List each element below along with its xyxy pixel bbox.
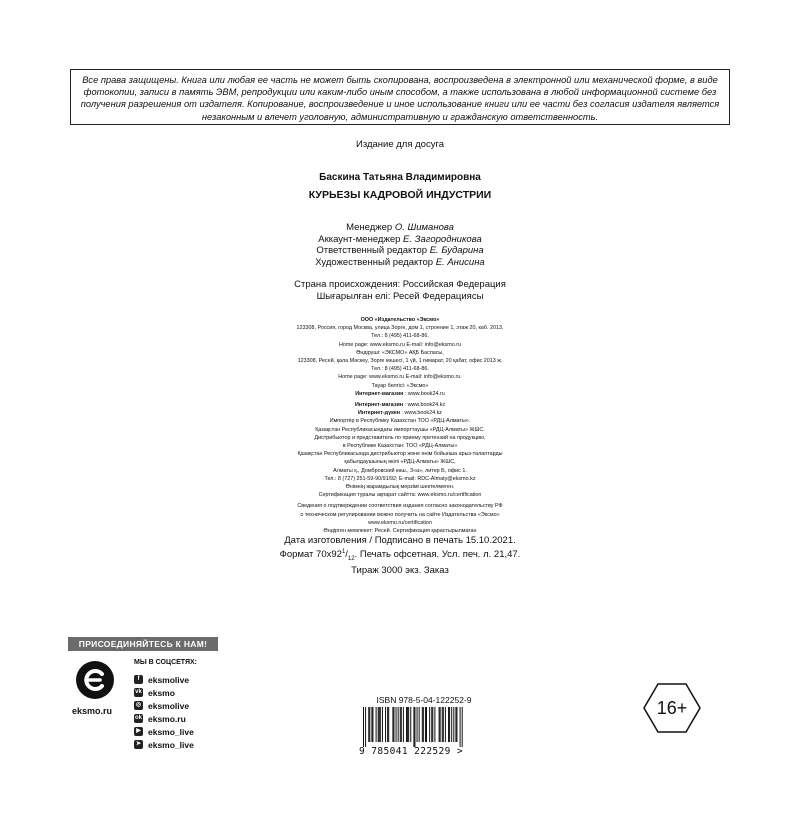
telegram-icon: ➤ bbox=[135, 741, 142, 747]
staff-list bbox=[0, 222, 800, 268]
social-label: eksmolive bbox=[148, 700, 190, 711]
barcode-bar bbox=[429, 707, 430, 742]
barcode-bar bbox=[462, 707, 463, 747]
instagram-icon: ◎ bbox=[135, 702, 142, 708]
imprint-line: Home page: www.eksmo.ru E-mail: info@eksmo.ru bbox=[338, 341, 461, 348]
imprint-line: Алматы қ., Домбровский көш., 3«а», литер Б, офис 1. bbox=[333, 467, 467, 474]
social-item-eksmolive[interactable] bbox=[134, 673, 194, 686]
barcode-bar bbox=[449, 707, 450, 742]
barcode-bar bbox=[417, 707, 418, 742]
imprint-line: www.eksmo.ru/certification bbox=[368, 519, 432, 526]
barcode-bar bbox=[442, 707, 443, 742]
imprint-line: Қазақстан Республикасында дистрибьютор және өнім бойынша арыз-талаптарды bbox=[297, 451, 503, 458]
imprint-line: қабылдаушының өкілі «РДЦ-Алматы» ЖШС, bbox=[344, 459, 456, 466]
social-label: eksmo_live bbox=[148, 726, 194, 737]
imprint-line: Сертификация туралы ақпарат сайтта: www.eksmo.ru/certification bbox=[318, 492, 482, 499]
barcode-bar bbox=[425, 707, 426, 742]
imprint-line: Интернет-магазин : www.book24.ru bbox=[355, 390, 445, 397]
staff-line: Ответственный редактор Е. Бударина bbox=[316, 245, 484, 256]
barcode-bar bbox=[422, 707, 423, 742]
barcode-bar bbox=[423, 707, 424, 742]
barcode-icon bbox=[359, 707, 467, 747]
imprint-line: Тел.: 8 (727) 251-59-90/91/92; E-mail: RDC-Almaty@eksmo.kz bbox=[324, 475, 476, 482]
barcode-digits: 9 785041 222529 > bbox=[359, 746, 464, 757]
imprint-line: Home page: www.eksmo.ru E-mail: info@eksmo.ru. bbox=[338, 374, 462, 381]
format-line: Формат $70х92^1/_{12}$. Печать офсетная. Усл. печ. л. 21,47. bbox=[279, 548, 521, 562]
barcode-bar bbox=[380, 707, 381, 742]
imprint-line: Дистрибьютор и представитель по приему претензий на продукцию, bbox=[314, 434, 486, 441]
social-label: eksmo bbox=[148, 687, 175, 698]
edition-type: Издание для досуга bbox=[355, 139, 444, 150]
barcode-bar bbox=[419, 707, 420, 742]
barcode-bar bbox=[388, 707, 389, 742]
staff-line: Менеджер О. Шиманова bbox=[346, 222, 454, 233]
barcode-bar bbox=[379, 707, 380, 742]
imprint-line: Сведения о подтверждении соответствия издания согласно законодательству РФ bbox=[297, 503, 503, 510]
barcode-bar bbox=[408, 707, 409, 742]
staff-line: Аккаунт-менеджер Е. Загородникова bbox=[318, 233, 482, 245]
barcode-bar bbox=[406, 707, 407, 742]
barcode-bar bbox=[440, 707, 441, 742]
vk-icon: vk bbox=[135, 689, 142, 695]
barcode-bar bbox=[385, 707, 386, 742]
social-title: МЫ В СОЦСЕТЯХ: bbox=[134, 659, 198, 666]
barcode-bar bbox=[434, 707, 435, 742]
country-ru: Страна происхождения: Российская Федерация bbox=[294, 279, 506, 290]
barcode-bar bbox=[365, 707, 366, 747]
imprint-line: о техническом регулировании можно получить на сайте Издательства «Эксмо» bbox=[300, 511, 500, 518]
social-label: eksmo_live bbox=[148, 739, 194, 750]
barcode-bar bbox=[445, 707, 446, 742]
barcode-bar bbox=[431, 707, 432, 742]
barcode-bar bbox=[410, 707, 411, 742]
manufacture-info bbox=[0, 535, 800, 577]
eksmo-logo-icon bbox=[75, 660, 115, 700]
social-item-eksmo[interactable] bbox=[134, 686, 194, 699]
join-us-badge: ПРИСОЕДИНЯЙТЕСЬ К НАМ! bbox=[68, 637, 218, 651]
social-item-eksmo-live[interactable] bbox=[134, 725, 194, 738]
print-run: Тираж 3000 экз. Заказ bbox=[351, 565, 449, 577]
barcode-bar bbox=[400, 707, 401, 742]
barcode-bar bbox=[363, 707, 364, 747]
rights-notice: Все права защищены. Книга или любая ее часть не может быть скопирована, воспроизведена в электронной или механической форме, в виде фотокопии, записи в память ЭВМ, репродукции или каким-либо иным способом, а также использована в любой информационной системе без получения разрешения от издателя. Копирование, воспроизведение и иное использование книги или ее части без согласия издателя является незаконным и влечет уголовную, административную и гражданскую ответственность. bbox=[70, 69, 730, 125]
barcode-bar bbox=[407, 707, 408, 742]
barcode-bar bbox=[460, 707, 461, 747]
social-list bbox=[134, 673, 194, 751]
barcode-bar bbox=[387, 707, 388, 742]
imprint-line: Интернет-дүкен : www.book24.kz bbox=[357, 410, 442, 417]
social-item-eksmolive[interactable] bbox=[134, 699, 194, 712]
staff-line: Художественный редактор Е. Анисина bbox=[315, 256, 485, 268]
imprint-line: Өндірген мемлекет: Ресей. Сертификация қарастырылмаған bbox=[323, 528, 477, 535]
logo-caption: eksmo.ru bbox=[72, 706, 113, 716]
barcode-bar bbox=[372, 707, 373, 742]
imprint-line: 123308, Ресей, қала Мәскеу, Зорге көшесі, 1 үй, 1 ғимарат, 20 қабат, офис 2013 ж. bbox=[297, 358, 503, 365]
social-label: eksmolive bbox=[148, 674, 190, 685]
youtube-icon: ▶ bbox=[134, 727, 143, 736]
imprint-block bbox=[0, 316, 800, 535]
barcode-bar bbox=[414, 707, 415, 747]
imprint-line: Өндіруші: «ЭКСМО» АҚБ Баспасы, bbox=[356, 349, 444, 356]
barcode-bar bbox=[401, 707, 402, 742]
barcode-bar bbox=[393, 707, 394, 742]
social-label: eksmo.ru bbox=[148, 713, 186, 724]
barcode-area bbox=[359, 695, 479, 757]
barcode-bar bbox=[369, 707, 370, 742]
barcode-bar bbox=[453, 707, 454, 742]
barcode-bar bbox=[451, 707, 452, 742]
age-rating: 16+ bbox=[656, 697, 688, 718]
imprint-line: Интернет-магазин : www.book24.kz bbox=[354, 402, 446, 409]
manufacture-date: Дата изготовления / Подписано в печать 15.10.2021. bbox=[284, 535, 516, 546]
social-item-eksmo-live[interactable] bbox=[134, 738, 194, 751]
barcode-bar bbox=[456, 707, 457, 742]
imprint-line: 123308, Россия, город Москва, улица Зорге, дом 1, строение 1, этаж 20, каб. 2013. bbox=[296, 325, 504, 332]
barcode-bar bbox=[403, 707, 404, 742]
barcode-bar bbox=[439, 707, 440, 742]
facebook-icon: f bbox=[134, 675, 143, 684]
imprint-line: Тел.: 8 (495) 411-68-86. bbox=[371, 366, 429, 373]
barcode-bar bbox=[376, 707, 377, 742]
barcode-bar bbox=[396, 707, 397, 742]
barcode-bar bbox=[382, 707, 383, 742]
imprint-line: в Республике Казахстан: ТОО «РДЦ-Алматы» bbox=[342, 443, 458, 450]
social-item-eksmo-ru[interactable] bbox=[134, 712, 194, 725]
barcode-bar bbox=[448, 707, 449, 742]
barcode-bar bbox=[392, 707, 393, 742]
country-kz: Шығарылған елі: Ресей Федерациясы bbox=[316, 290, 484, 302]
barcode-bar bbox=[413, 707, 414, 747]
imprint-line: Тауар белгісі: «Эксмо» bbox=[371, 382, 429, 389]
imprint-line: ООО «Издательство «Эксмо» bbox=[360, 317, 440, 323]
barcode-bar bbox=[378, 707, 379, 742]
barcode-bar bbox=[371, 707, 372, 742]
imprint-line: Өнімнің жарамдылық мерзімі шектелмеген. bbox=[345, 484, 455, 491]
barcode-bar bbox=[368, 707, 369, 742]
ok-icon: ok bbox=[134, 715, 142, 721]
barcode-bar bbox=[426, 707, 427, 742]
barcode-bar bbox=[432, 707, 433, 742]
author-name: Баскина Татьяна Владимировна bbox=[319, 172, 481, 183]
book-title: КУРЬЕЗЫ КАДРОВОЙ ИНДУСТРИИ bbox=[308, 189, 492, 201]
isbn: ISBN 978-5-04-122252-9 bbox=[376, 695, 472, 705]
imprint-line: Тел.: 8 (495) 411-68-86. bbox=[371, 333, 429, 340]
country-info bbox=[0, 279, 800, 302]
barcode-bar bbox=[398, 707, 399, 742]
barcode-bar bbox=[455, 707, 456, 742]
imprint-line: Қазақстан Республикасындағы импорттаушы «РДЦ-Алматы» ЖШС. bbox=[315, 426, 485, 433]
imprint-line: Импортёр в Республику Казахстан ТОО «РДЦ-Алматы». bbox=[329, 418, 471, 425]
barcode-bar bbox=[443, 707, 444, 742]
